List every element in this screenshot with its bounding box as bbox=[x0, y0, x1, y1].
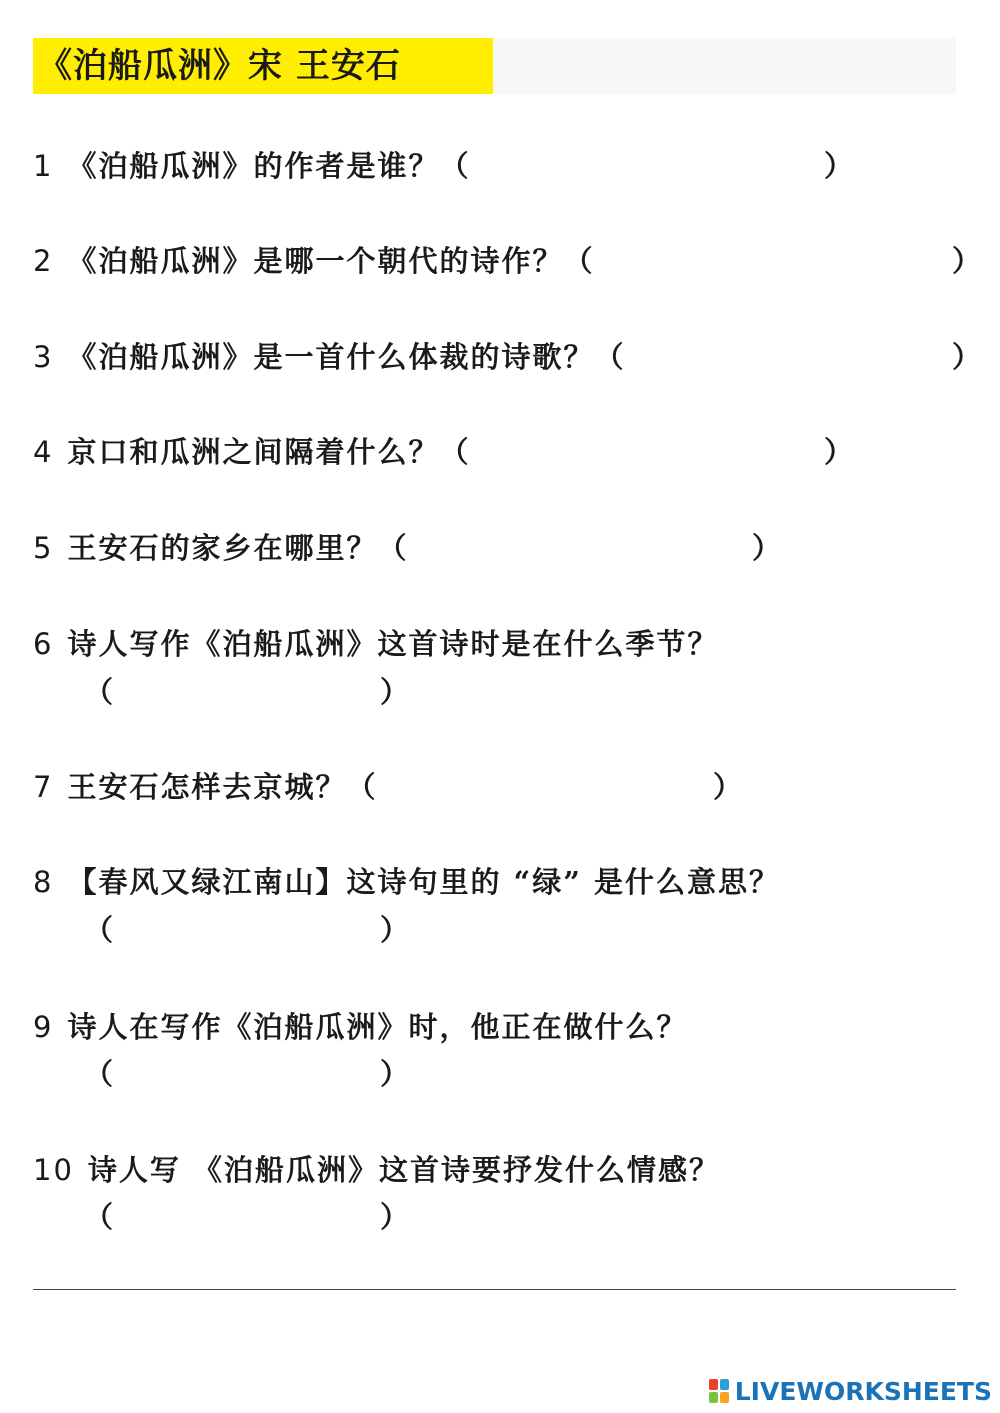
question-number: 1 bbox=[33, 149, 54, 183]
answer-close-paren: ） bbox=[380, 675, 410, 709]
question-8 bbox=[33, 862, 780, 902]
question-number: 9 bbox=[33, 1010, 54, 1044]
answer-close-paren: ） bbox=[752, 531, 782, 565]
answer-field-1[interactable] bbox=[560, 146, 815, 186]
question-text: 《泊船瓜洲》是哪一个朝代的诗作？（ bbox=[67, 244, 595, 278]
question-text: 【春风又绿江南山】这诗句里的 “绿” 是什么意思？ bbox=[67, 865, 781, 899]
question-6 bbox=[33, 624, 718, 664]
question-3 bbox=[33, 337, 625, 377]
question-text: 诗人写 《泊船瓜洲》这首诗要抒发什么情感？ bbox=[87, 1153, 721, 1187]
answer-close-paren: ） bbox=[380, 1200, 410, 1234]
answer-field-4[interactable] bbox=[560, 432, 815, 472]
answer-field-10[interactable] bbox=[120, 1197, 370, 1237]
question-text: 《泊船瓜洲》是一首什么体裁的诗歌？（ bbox=[67, 340, 626, 374]
answer-field-9[interactable] bbox=[120, 1054, 370, 1094]
answer-field-6[interactable] bbox=[120, 672, 370, 712]
answer-close-paren: ） bbox=[824, 149, 854, 183]
answer-close-paren: ） bbox=[380, 1057, 410, 1091]
question-text: 王安石的家乡在哪里？（ bbox=[67, 531, 409, 565]
liveworksheets-brand-text: LIVEWORKSHEETS bbox=[734, 1376, 992, 1406]
answer-open-paren: （ bbox=[84, 675, 114, 709]
question-4 bbox=[33, 432, 470, 472]
question-number: 7 bbox=[33, 770, 54, 804]
question-2 bbox=[33, 241, 594, 281]
question-9 bbox=[33, 1007, 687, 1047]
question-10 bbox=[33, 1150, 720, 1190]
question-number: 2 bbox=[33, 244, 54, 278]
answer-field-5[interactable] bbox=[485, 528, 745, 568]
question-5 bbox=[33, 528, 408, 568]
question-text: 诗人写作《泊船瓜洲》这首诗时是在什么季节？ bbox=[67, 627, 719, 661]
answer-close-paren: ） bbox=[380, 913, 410, 947]
question-text: 王安石怎样去京城？（ bbox=[67, 770, 378, 804]
question-number: 3 bbox=[33, 340, 54, 374]
question-text: 京口和瓜洲之间隔着什么？（ bbox=[67, 435, 471, 469]
answer-field-3[interactable] bbox=[740, 337, 945, 377]
question-number: 8 bbox=[33, 865, 54, 899]
question-7 bbox=[33, 767, 377, 807]
answer-open-paren: （ bbox=[84, 1057, 114, 1091]
question-number: 4 bbox=[33, 435, 54, 469]
answer-field-2[interactable] bbox=[705, 241, 945, 281]
worksheet-title: 《泊船瓜洲》宋 王安石 bbox=[38, 46, 401, 86]
answer-close-paren: ） bbox=[824, 435, 854, 469]
liveworksheets-logo bbox=[709, 1373, 992, 1409]
liveworksheets-logo-icon bbox=[709, 1379, 731, 1403]
question-text: 《泊船瓜洲》的作者是谁？（ bbox=[67, 149, 471, 183]
question-number: 5 bbox=[33, 531, 54, 565]
answer-field-8[interactable] bbox=[120, 910, 370, 950]
answer-close-paren: ） bbox=[713, 770, 743, 804]
question-text: 诗人在写作《泊船瓜洲》时，他正在做什么？ bbox=[67, 1010, 688, 1044]
question-number: 10 bbox=[33, 1153, 74, 1187]
answer-open-paren: （ bbox=[84, 913, 114, 947]
question-1 bbox=[33, 146, 470, 186]
question-number: 6 bbox=[33, 627, 54, 661]
answer-field-7[interactable] bbox=[450, 767, 705, 807]
answer-close-paren: ） bbox=[952, 340, 982, 374]
answer-open-paren: （ bbox=[84, 1200, 114, 1234]
bottom-divider bbox=[33, 1289, 956, 1290]
answer-close-paren: ） bbox=[952, 244, 982, 278]
